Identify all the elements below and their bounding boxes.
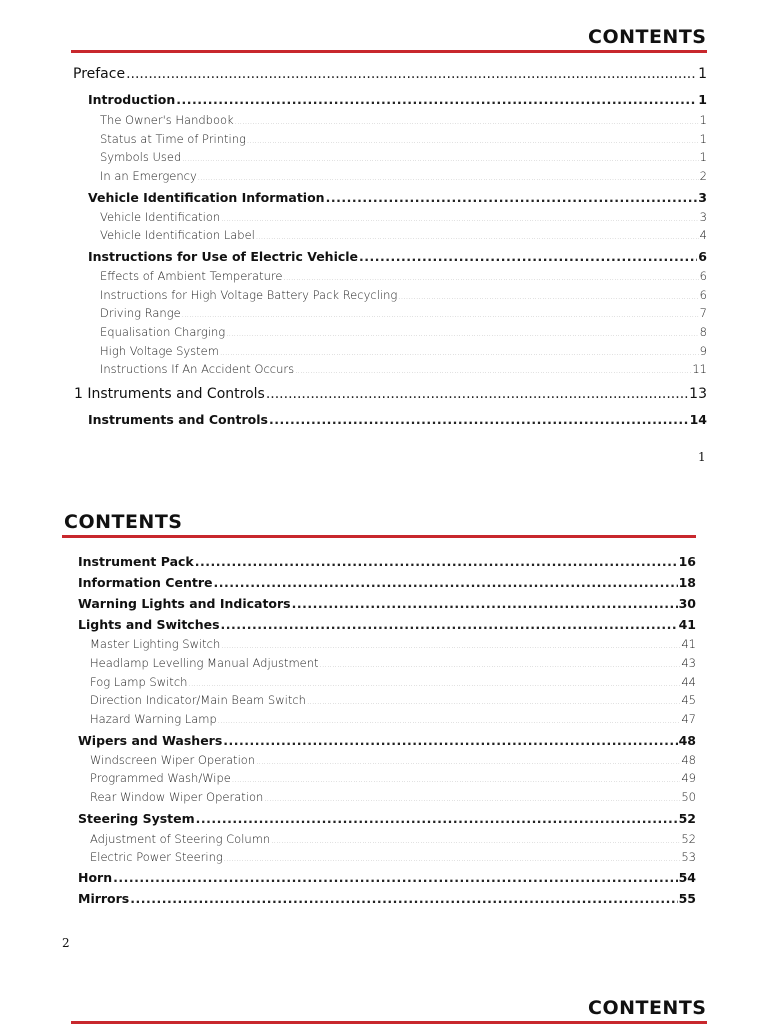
page-1-header: CONTENTS — [588, 26, 707, 48]
toc-entry[interactable] — [90, 712, 696, 726]
toc-entry-label: Warning Lights and Indicators — [78, 596, 291, 611]
toc-entry[interactable] — [100, 210, 707, 224]
toc-entry-page: 3 — [698, 190, 707, 205]
toc-entry-page: 49 — [681, 771, 696, 785]
toc-entry-page: 41 — [681, 637, 696, 651]
toc-entry-label: Status at Time of Printing — [100, 132, 246, 146]
toc-dot-leader — [182, 311, 699, 319]
toc-entry-page: 54 — [678, 870, 696, 885]
toc-entry-label: Horn — [78, 870, 113, 885]
toc-entry-label: Headlamp Levelling Manual Adjustment — [90, 656, 319, 670]
toc-entry[interactable] — [78, 596, 696, 611]
toc-entry[interactable] — [100, 325, 707, 339]
toc-entry-page: 48 — [678, 733, 696, 748]
toc-entry[interactable] — [88, 412, 707, 427]
toc-entry[interactable] — [100, 228, 707, 242]
toc-entry[interactable] — [78, 891, 696, 906]
toc-entry-page: 52 — [681, 832, 696, 846]
toc-dot-leader — [292, 596, 678, 611]
toc-dot-leader — [264, 795, 680, 803]
toc-entry-page: 6 — [699, 288, 707, 302]
toc-dot-leader — [256, 758, 680, 766]
toc-entry-label: In an Emergency — [100, 169, 197, 183]
toc-entry-page: 9 — [699, 344, 707, 358]
toc-entry-label: Instrument Pack — [78, 554, 194, 569]
toc-entry[interactable] — [100, 362, 707, 376]
toc-entry[interactable] — [74, 386, 707, 402]
toc-dot-leader — [221, 617, 678, 632]
toc-entry[interactable] — [78, 617, 696, 632]
toc-entry[interactable] — [90, 832, 696, 846]
toc-entry[interactable] — [100, 169, 707, 183]
toc-entry-page: 1 — [699, 150, 707, 164]
toc-entry-page: 3 — [699, 210, 707, 224]
toc-entry-page: 6 — [698, 249, 707, 264]
toc-entry-label: Instructions for High Voltage Battery Pack Recycling — [100, 288, 398, 302]
toc-dot-leader — [320, 661, 681, 669]
toc-entry[interactable] — [100, 113, 707, 127]
toc-dot-leader — [198, 174, 699, 182]
toc-entry-page: 6 — [699, 269, 707, 283]
toc-entry-label: Master Lighting Switch — [90, 637, 221, 651]
toc-entry[interactable] — [100, 150, 707, 164]
toc-dot-leader — [307, 698, 680, 706]
toc-entry-page: 4 — [699, 228, 707, 242]
toc-entry-page: 1 — [698, 92, 707, 107]
toc-entry-label: Effects of Ambient Temperature — [100, 269, 283, 283]
toc-entry-label: Mirrors — [78, 891, 130, 906]
toc-dot-leader — [271, 837, 680, 845]
toc-entry[interactable] — [90, 753, 696, 767]
toc-entry-page: 1 — [699, 132, 707, 146]
page-3-header: CONTENTS — [588, 997, 707, 1019]
toc-entry-page: 11 — [692, 362, 707, 376]
toc-entry-page: 1 — [698, 66, 707, 82]
toc-entry[interactable] — [88, 92, 707, 107]
toc-dot-leader — [221, 642, 680, 650]
toc-entry-label: High Voltage System — [100, 344, 219, 358]
toc-entry[interactable] — [90, 850, 696, 864]
toc-dot-leader — [221, 215, 698, 223]
toc-dot-leader — [295, 367, 691, 375]
toc-entry-label: Introduction — [88, 92, 176, 107]
toc-entry[interactable] — [100, 288, 707, 302]
toc-entry-page: 7 — [699, 306, 707, 320]
toc-entry-label: Direction Indicator/Main Beam Switch — [90, 693, 306, 707]
toc-entry-label: Equalisation Charging — [100, 325, 226, 339]
toc-dot-leader — [220, 349, 699, 357]
toc-entry-label: Vehicle Identification — [100, 210, 221, 224]
toc-dot-leader — [196, 811, 678, 826]
toc-entry[interactable] — [100, 306, 707, 320]
toc-entry-label: Vehicle Identification Label — [100, 228, 255, 242]
toc-dot-leader — [182, 155, 698, 163]
toc-dot-leader — [266, 386, 688, 402]
page-2-header-rule — [62, 535, 696, 538]
toc-entry-page: 43 — [681, 656, 696, 670]
toc-dot-leader — [235, 118, 699, 126]
toc-entry[interactable] — [90, 637, 696, 651]
toc-entry-page: 18 — [678, 575, 696, 590]
toc-dot-leader — [223, 733, 677, 748]
toc-dot-leader — [213, 575, 677, 590]
toc-entry-page: 13 — [689, 386, 707, 402]
toc-entry[interactable] — [90, 675, 696, 689]
toc-entry-label: Instruments and Controls — [88, 412, 268, 427]
toc-entry[interactable] — [78, 811, 696, 826]
toc-dot-leader — [256, 233, 699, 241]
toc-entry[interactable] — [78, 870, 696, 885]
toc-dot-leader — [224, 855, 681, 863]
toc-entry[interactable] — [88, 249, 707, 264]
toc-entry-page: 45 — [681, 693, 696, 707]
toc-dot-leader — [113, 870, 677, 885]
toc-entry-page: 8 — [699, 325, 707, 339]
toc-entry[interactable] — [78, 554, 696, 569]
toc-entry-page: 16 — [678, 554, 696, 569]
toc-entry-page: 14 — [689, 412, 707, 427]
toc-entry-label: Rear Window Wiper Operation — [90, 790, 264, 804]
toc-entry[interactable] — [78, 733, 696, 748]
toc-entry-label: Information Centre — [78, 575, 213, 590]
toc-dot-leader — [359, 249, 697, 264]
toc-dot-leader — [188, 680, 680, 688]
toc-dot-leader — [247, 137, 699, 145]
toc-dot-leader — [232, 776, 680, 784]
toc-entry[interactable] — [100, 269, 707, 283]
toc-entry-page: 55 — [678, 891, 696, 906]
toc-entry[interactable] — [90, 656, 696, 670]
toc-entry-page: 2 — [699, 169, 707, 183]
toc-entry-label: 1 Instruments and Controls — [74, 386, 265, 402]
toc-entry-label: Windscreen Wiper Operation — [90, 753, 256, 767]
toc-entry-page: 30 — [678, 596, 696, 611]
toc-dot-leader — [126, 66, 697, 82]
toc-entry-label: Driving Range — [100, 306, 181, 320]
toc-entry[interactable] — [78, 575, 696, 590]
page-2-number: 2 — [62, 936, 70, 950]
toc-entry-page: 48 — [681, 753, 696, 767]
toc-entry-label: Fog Lamp Switch — [90, 675, 188, 689]
toc-entry-label: Preface — [73, 66, 126, 82]
toc-entry-label: The Owner's Handbook — [100, 113, 234, 127]
toc-dot-leader — [130, 891, 677, 906]
toc-entry-label: Wipers and Washers — [78, 733, 223, 748]
page-2-header: CONTENTS — [64, 511, 183, 533]
toc-entry-label: Steering System — [78, 811, 195, 826]
toc-entry-page: 50 — [681, 790, 696, 804]
toc-dot-leader — [218, 717, 681, 725]
toc-dot-leader — [176, 92, 697, 107]
toc-entry-page: 41 — [678, 617, 696, 632]
toc-entry[interactable] — [90, 771, 696, 785]
toc-dot-leader — [226, 330, 698, 338]
page-1-header-rule — [71, 50, 707, 53]
toc-entry-page: 47 — [681, 712, 696, 726]
toc-entry[interactable] — [100, 344, 707, 358]
toc-entry-label: Lights and Switches — [78, 617, 220, 632]
toc-entry-label: Instructions for Use of Electric Vehicle — [88, 249, 359, 264]
toc-entry-label: Instructions If An Accident Occurs — [100, 362, 295, 376]
toc-dot-leader — [195, 554, 678, 569]
toc-entry-label: Adjustment of Steering Column — [90, 832, 271, 846]
toc-entry[interactable] — [90, 790, 696, 804]
toc-dot-leader — [398, 293, 698, 301]
toc-entry-label: Symbols Used — [100, 150, 182, 164]
toc-entry-label: Vehicle Identification Information — [88, 190, 325, 205]
toc-entry[interactable] — [73, 66, 707, 82]
toc-entry-label: Programmed Wash/Wipe — [90, 771, 231, 785]
toc-entry[interactable] — [88, 190, 707, 205]
toc-entry-page: 44 — [681, 675, 696, 689]
toc-entry-page: 53 — [681, 850, 696, 864]
toc-dot-leader — [269, 412, 689, 427]
toc-dot-leader — [283, 274, 698, 282]
toc-entry[interactable] — [100, 132, 707, 146]
toc-entry[interactable] — [90, 693, 696, 707]
toc-entry-label: Hazard Warning Lamp — [90, 712, 217, 726]
toc-entry-page: 1 — [699, 113, 707, 127]
toc-entry-page: 52 — [678, 811, 696, 826]
page-1-number: 1 — [698, 450, 706, 464]
toc-dot-leader — [326, 190, 698, 205]
toc-entry-label: Electric Power Steering — [90, 850, 223, 864]
